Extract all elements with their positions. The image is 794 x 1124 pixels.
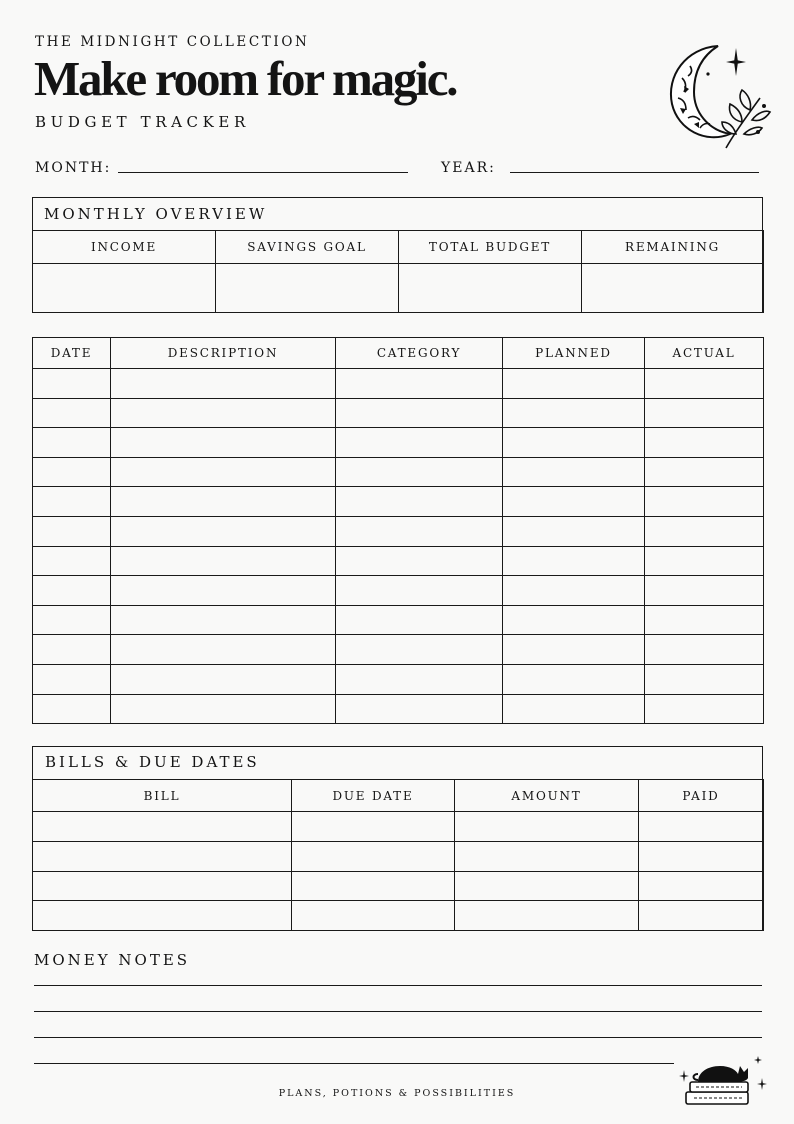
transaction-row-cell[interactable] (336, 428, 503, 458)
transaction-row-cell[interactable] (33, 487, 111, 517)
transaction-row-cell[interactable] (645, 369, 764, 399)
bill-row-cell[interactable] (33, 841, 292, 871)
notes-line[interactable] (34, 985, 762, 986)
transaction-row-cell[interactable] (503, 694, 645, 724)
notes-line[interactable] (34, 1037, 762, 1038)
transaction-row-cell[interactable] (33, 428, 111, 458)
bills-col-amount: AMOUNT (455, 780, 639, 812)
transaction-row-cell[interactable] (503, 369, 645, 399)
transaction-row-cell[interactable] (111, 516, 336, 546)
tx-col-category: CATEGORY (336, 338, 503, 369)
transaction-row (33, 516, 764, 546)
transaction-row-cell[interactable] (503, 428, 645, 458)
transaction-row-cell[interactable] (111, 635, 336, 665)
transaction-row-cell[interactable] (111, 664, 336, 694)
transaction-row (33, 694, 764, 724)
bill-row-cell[interactable] (639, 812, 764, 842)
savings-goal-cell[interactable] (216, 264, 399, 313)
tx-col-actual: ACTUAL (645, 338, 764, 369)
transaction-row-cell[interactable] (645, 664, 764, 694)
transaction-row-cell[interactable] (111, 457, 336, 487)
overview-col-income: INCOME (33, 231, 216, 264)
transaction-row-cell[interactable] (645, 576, 764, 606)
transaction-row-cell[interactable] (33, 605, 111, 635)
transaction-row-cell[interactable] (336, 635, 503, 665)
sparkle-icon (726, 48, 746, 76)
transaction-row-cell[interactable] (645, 457, 764, 487)
bill-row-cell[interactable] (455, 812, 639, 842)
cat-on-books-icon (678, 1052, 770, 1110)
month-field[interactable] (118, 172, 408, 173)
bill-row-cell[interactable] (292, 901, 455, 931)
transaction-row-cell[interactable] (336, 516, 503, 546)
transaction-row-cell[interactable] (33, 576, 111, 606)
transaction-row-cell[interactable] (503, 605, 645, 635)
transaction-row-cell[interactable] (336, 457, 503, 487)
transaction-row-cell[interactable] (336, 487, 503, 517)
transaction-row-cell[interactable] (336, 605, 503, 635)
leaf-sprig-icon (722, 90, 770, 148)
bill-row-cell[interactable] (639, 841, 764, 871)
transaction-row-cell[interactable] (111, 369, 336, 399)
transaction-row (33, 369, 764, 399)
page-subtitle: BUDGET TRACKER (35, 113, 250, 131)
transaction-row (33, 428, 764, 458)
transaction-row (33, 664, 764, 694)
transaction-row (33, 457, 764, 487)
bill-row-cell[interactable] (33, 901, 292, 931)
bill-row-cell[interactable] (33, 812, 292, 842)
transaction-row-cell[interactable] (503, 635, 645, 665)
transaction-row-cell[interactable] (336, 546, 503, 576)
transaction-row-cell[interactable] (33, 369, 111, 399)
transaction-row-cell[interactable] (503, 576, 645, 606)
bill-row-cell[interactable] (455, 871, 639, 901)
total-budget-cell[interactable] (399, 264, 582, 313)
income-cell[interactable] (33, 264, 216, 313)
overview-col-total-budget: TOTAL BUDGET (399, 231, 582, 264)
transaction-row-cell[interactable] (503, 664, 645, 694)
transaction-row (33, 635, 764, 665)
page-title: Make room for magic. (34, 51, 457, 106)
bill-row-cell[interactable] (292, 841, 455, 871)
bill-row (33, 901, 764, 931)
bills-table (32, 779, 764, 931)
overview-col-remaining: REMAINING (582, 231, 764, 264)
bills-col-paid: PAID (639, 780, 764, 812)
collection-eyebrow: THE MIDNIGHT COLLECTION (35, 34, 310, 50)
transaction-row (33, 487, 764, 517)
transaction-row-cell[interactable] (645, 516, 764, 546)
year-label: YEAR: (441, 160, 496, 176)
transaction-row-cell[interactable] (336, 664, 503, 694)
transaction-row-cell[interactable] (111, 546, 336, 576)
transaction-row-cell[interactable] (503, 516, 645, 546)
transaction-row-cell[interactable] (503, 398, 645, 428)
notes-line[interactable] (34, 1011, 762, 1012)
bills-col-bill: BILL (33, 780, 292, 812)
transaction-row-cell[interactable] (111, 576, 336, 606)
transaction-row (33, 546, 764, 576)
tx-col-planned: PLANNED (503, 338, 645, 369)
money-notes-title: MONEY NOTES (34, 951, 191, 969)
notes-line[interactable] (34, 1063, 674, 1064)
transaction-row-cell[interactable] (33, 694, 111, 724)
bill-row-cell[interactable] (292, 812, 455, 842)
transaction-row (33, 605, 764, 635)
bill-row-cell[interactable] (292, 871, 455, 901)
bill-row-cell[interactable] (455, 841, 639, 871)
transaction-row-cell[interactable] (645, 605, 764, 635)
overview-col-savings-goal: SAVINGS GOAL (216, 231, 399, 264)
transactions-table (32, 337, 764, 724)
transaction-row-cell[interactable] (645, 428, 764, 458)
tx-col-date: DATE (33, 338, 111, 369)
tx-col-description: DESCRIPTION (111, 338, 336, 369)
overview-table (32, 230, 764, 313)
month-label: MONTH: (35, 160, 112, 176)
transaction-row-cell[interactable] (645, 635, 764, 665)
bills-col-due-date: DUE DATE (292, 780, 455, 812)
transaction-row-cell[interactable] (33, 546, 111, 576)
transaction-row-cell[interactable] (336, 694, 503, 724)
transaction-row-cell[interactable] (645, 546, 764, 576)
bill-row-cell[interactable] (639, 871, 764, 901)
overview-title: MONTHLY OVERVIEW (44, 205, 268, 223)
bill-row-cell[interactable] (455, 901, 639, 931)
transaction-row-cell[interactable] (33, 457, 111, 487)
crescent-moon-icon (660, 38, 772, 154)
transaction-row-cell[interactable] (645, 694, 764, 724)
transaction-row-cell[interactable] (111, 694, 336, 724)
transaction-row-cell[interactable] (503, 487, 645, 517)
bill-row (33, 871, 764, 901)
transaction-row-cell[interactable] (336, 398, 503, 428)
transaction-row-cell[interactable] (111, 605, 336, 635)
transaction-row (33, 576, 764, 606)
transaction-row-cell[interactable] (33, 516, 111, 546)
transaction-row-cell[interactable] (33, 635, 111, 665)
transaction-row-cell[interactable] (645, 398, 764, 428)
transaction-row-cell[interactable] (503, 457, 645, 487)
transaction-row-cell[interactable] (503, 546, 645, 576)
transaction-row-cell[interactable] (111, 428, 336, 458)
transaction-row (33, 398, 764, 428)
transaction-row-cell[interactable] (111, 398, 336, 428)
transaction-row-cell[interactable] (33, 664, 111, 694)
transaction-row-cell[interactable] (645, 487, 764, 517)
transaction-row-cell[interactable] (336, 369, 503, 399)
bill-row-cell[interactable] (33, 871, 292, 901)
remaining-cell[interactable] (582, 264, 764, 313)
bills-title: BILLS & DUE DATES (45, 753, 260, 771)
footer-tagline: PLANS, POTIONS & POSSIBILITIES (278, 1088, 516, 1099)
year-field[interactable] (510, 172, 759, 173)
transaction-row-cell[interactable] (33, 398, 111, 428)
transaction-row-cell[interactable] (111, 487, 336, 517)
bill-row (33, 841, 764, 871)
bill-row (33, 812, 764, 842)
transaction-row-cell[interactable] (336, 576, 503, 606)
bill-row-cell[interactable] (639, 901, 764, 931)
